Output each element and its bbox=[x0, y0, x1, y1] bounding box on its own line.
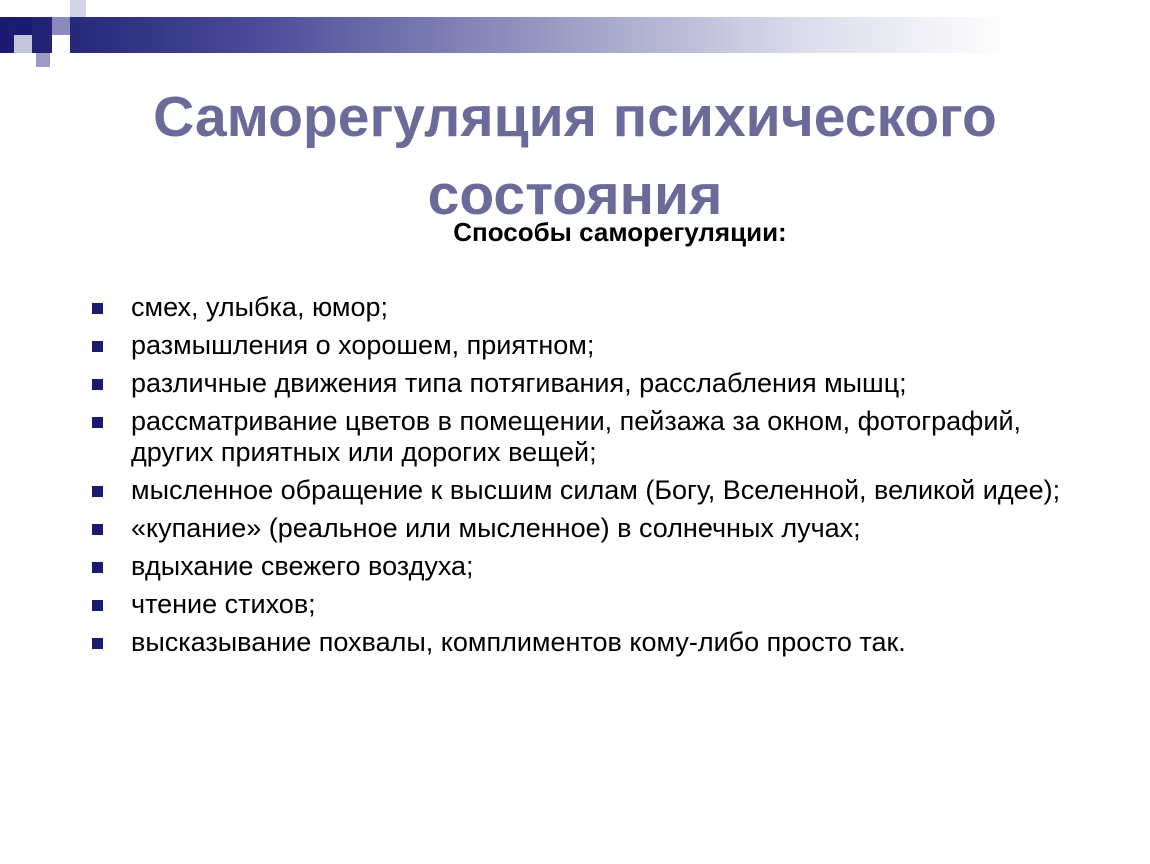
corner-square-pale bbox=[70, 0, 86, 17]
list-item-text: размышления о хорошем, приятном; bbox=[131, 330, 595, 360]
corner-square-bottom bbox=[36, 53, 50, 67]
list-item bbox=[92, 627, 1102, 658]
list-item-text: мысленное обращение к высшим силам (Богу, Вселенной, великой идее); bbox=[131, 475, 1061, 505]
list-item bbox=[92, 513, 1102, 544]
square-bullet-icon bbox=[92, 379, 103, 390]
list-item-text: различные движения типа потягивания, расслабления мышц; bbox=[131, 368, 907, 398]
list-item-text: вдыхание свежего воздуха; bbox=[131, 551, 474, 581]
square-bullet-icon bbox=[92, 562, 103, 573]
list-item bbox=[92, 589, 1102, 620]
slide-subtitle: Способы саморегуляции: bbox=[453, 217, 787, 247]
square-bullet-icon bbox=[92, 486, 103, 497]
corner-square-mid bbox=[52, 17, 70, 35]
corner-square-dark bbox=[14, 17, 32, 35]
list-item-text: смех, улыбка, юмор; bbox=[131, 292, 388, 322]
list-item-text: рассматривание цветов в помещении, пейзажа за окном, фотографий, других приятных или дорогих вещей; bbox=[131, 406, 1022, 467]
corner-square-light bbox=[14, 35, 32, 53]
square-bullet-icon bbox=[92, 417, 103, 428]
list-item bbox=[92, 292, 1102, 323]
square-bullet-icon bbox=[92, 303, 103, 314]
square-bullet-icon bbox=[92, 341, 103, 352]
corner-square-white bbox=[52, 35, 70, 53]
list-item-text: чтение стихов; bbox=[131, 589, 316, 619]
list-item-text: высказывание похвалы, комплиментов кому-либо просто так. bbox=[131, 627, 906, 657]
list-item bbox=[92, 475, 1102, 506]
list-item bbox=[92, 551, 1102, 582]
methods-list bbox=[92, 292, 1102, 665]
list-item-text: «купание» (реальное или мысленное) в солнечных лучах; bbox=[131, 513, 861, 543]
header-gradient-bar bbox=[0, 17, 1150, 53]
slide-title: Саморегуляция психического состояния bbox=[153, 85, 997, 227]
square-bullet-icon bbox=[92, 600, 103, 611]
list-item bbox=[92, 406, 1102, 468]
square-bullet-icon bbox=[92, 524, 103, 535]
list-item bbox=[92, 330, 1102, 361]
list-item bbox=[92, 368, 1102, 399]
square-bullet-icon bbox=[92, 638, 103, 649]
